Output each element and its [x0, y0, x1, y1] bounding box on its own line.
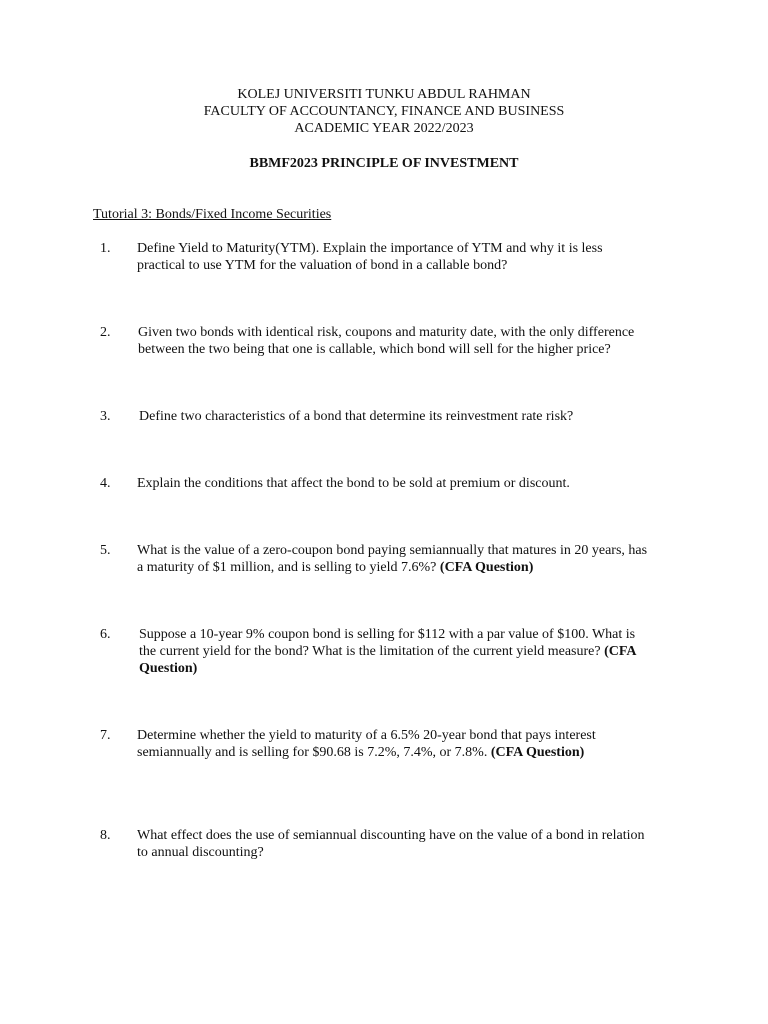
- question-line: Given two bonds with identical risk, coupons and maturity date, with the only difference: [138, 325, 635, 340]
- question-line: practical to use YTM for the valuation of bond in a callable bond?: [137, 258, 508, 273]
- question-text: [139, 626, 709, 677]
- question-number: 7.: [100, 728, 111, 743]
- question-line: What effect does the use of semiannual discounting have on the value of a bond in relation: [137, 828, 645, 843]
- question-number: 5.: [100, 543, 111, 558]
- question-number: 4.: [100, 476, 111, 491]
- question-line: to annual discounting?: [137, 845, 264, 860]
- question-line: between the two being that one is callable, which bond will sell for the higher price?: [138, 342, 611, 357]
- question-text: [137, 727, 707, 761]
- faculty-name: FACULTY OF ACCOUNTANCY, FINANCE AND BUSINESS: [203, 104, 565, 119]
- question-line: Suppose a 10-year 9% coupon bond is selling for $112 with a par value of $100. What is: [139, 627, 636, 642]
- question-text: [137, 475, 707, 492]
- question-line-text: a maturity of $1 million, and is selling to yield 7.6%?: [137, 560, 440, 575]
- question-text: [137, 240, 707, 274]
- question-number: 3.: [100, 409, 111, 424]
- question-number: 2.: [100, 325, 111, 340]
- academic-year: ACADEMIC YEAR 2022/2023: [294, 121, 474, 136]
- question-line: [139, 643, 709, 660]
- cfa-question-tag: (CFA Question): [490, 745, 585, 760]
- question-number: 1.: [100, 241, 111, 256]
- question-number: 8.: [100, 828, 111, 843]
- question-text: [139, 408, 709, 425]
- question-line: [137, 744, 707, 761]
- tutorial-title: Tutorial 3: Bonds/Fixed Income Securities: [93, 207, 332, 222]
- question-line-text: the current yield for the bond? What is the limitation of the current yield measure?: [139, 644, 605, 659]
- course-title: BBMF2023 PRINCIPLE OF INVESTMENT: [249, 156, 519, 171]
- cfa-question-tag: Question): [139, 661, 198, 676]
- cfa-question-tag: (CFA Question): [439, 560, 534, 575]
- institution-name: KOLEJ UNIVERSITI TUNKU ABDUL RAHMAN: [237, 87, 531, 102]
- question-line: Define two characteristics of a bond that determine its reinvestment rate risk?: [139, 409, 574, 424]
- question-line: Define Yield to Maturity(YTM). Explain the importance of YTM and why it is less: [137, 241, 603, 256]
- question-text: [138, 324, 708, 358]
- question-text: [137, 542, 707, 576]
- question-line: [137, 559, 707, 576]
- document-header: [0, 86, 768, 137]
- question-number: 6.: [100, 627, 111, 642]
- cfa-question-tag: (CFA: [604, 644, 637, 659]
- question-text: [137, 827, 707, 861]
- question-line: What is the value of a zero-coupon bond paying semiannually that matures in 20 years, has: [137, 543, 648, 558]
- question-line-text: semiannually and is selling for $90.68 is 7.2%, 7.4%, or 7.8%.: [137, 745, 491, 760]
- question-line: Explain the conditions that affect the bond to be sold at premium or discount.: [137, 476, 570, 491]
- question-line: Determine whether the yield to maturity of a 6.5% 20-year bond that pays interest: [137, 728, 596, 743]
